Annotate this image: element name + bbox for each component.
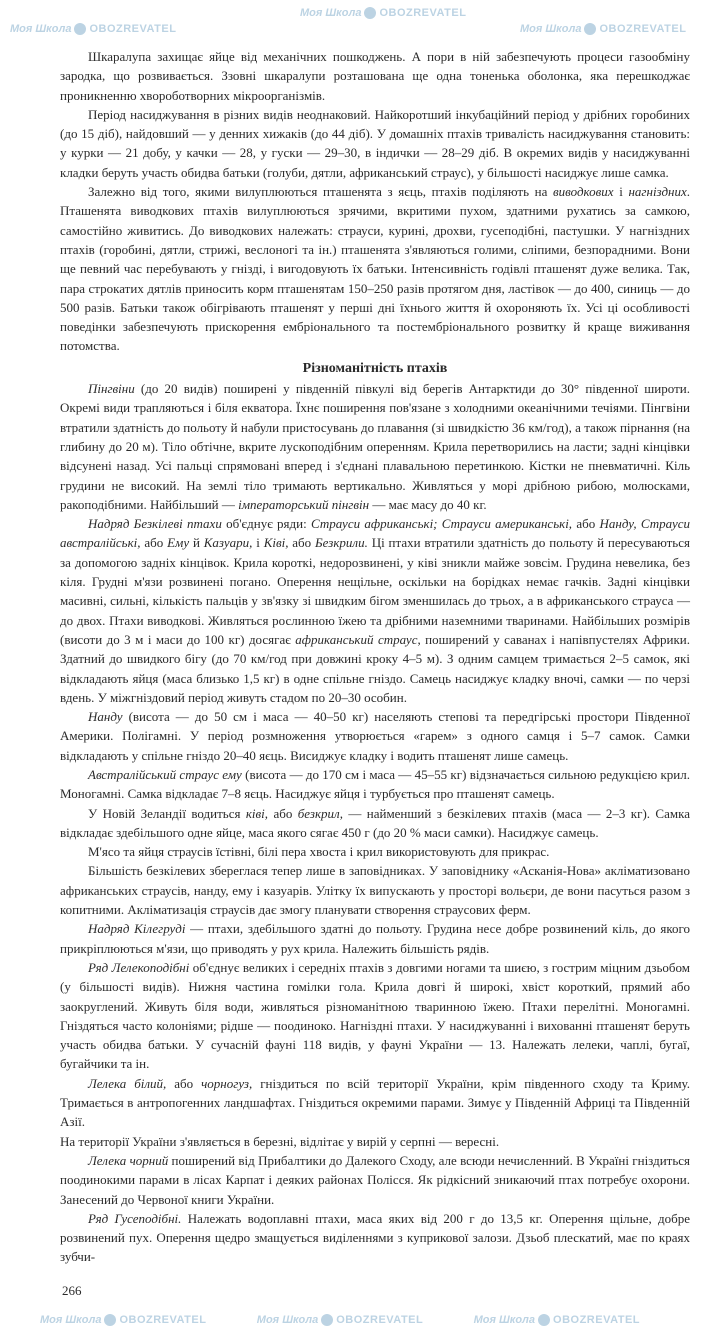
page-body (60, 0, 690, 1267)
text-run: або (572, 516, 600, 532)
paragraph (60, 1074, 690, 1132)
italic-term: Лелека білий, (88, 1075, 167, 1091)
italic-term: Нанду (88, 709, 123, 725)
text-run: й (189, 535, 204, 551)
paragraph (60, 861, 690, 919)
italic-term: безкрил, (297, 805, 343, 821)
text-run: — має масу до 40 кг. (369, 496, 487, 512)
watermark-brand: OBOZREVATEL (89, 23, 177, 35)
paragraph (60, 1151, 690, 1209)
italic-term: африканський страус (295, 631, 418, 647)
italic-term: Нанду, Страуси австралійські, (60, 516, 690, 551)
text-run: — найменший з безкілевих птахів (маса — 2–3 кг). Самка відкладає здебільшого одне яйце, маса якого сягає 450 г (до 20 % маси самки). Насиджує самець. (60, 805, 690, 840)
italic-term: Казуари, (203, 535, 253, 551)
italic-term: чорногуз, (201, 1075, 253, 1091)
paragraph (60, 514, 690, 707)
obozrevatel-logo-icon (321, 1314, 333, 1326)
watermark-logo (257, 1313, 423, 1327)
watermark-school: Моя Школа (40, 1313, 102, 1326)
paragraph (60, 765, 690, 804)
italic-term: Безкрили. (315, 535, 368, 551)
text-run: Залежно від того, якими вилуплюються пташенята з яєць, птахів поділяють на (88, 184, 554, 200)
text-run: або (288, 535, 316, 551)
italic-term: Ряд Лелекоподібні (88, 959, 190, 975)
italic-term: Надряд Кілегруді (88, 921, 186, 937)
watermark-school: Моя Школа (300, 7, 362, 19)
paragraph (60, 1209, 690, 1267)
text-run: гніздиться по всій території України, крім південного сходу та Криму. Тримається в антропогенних ландшафтах. Гніздиться окремими парами. Зимує у Південній Африці та Південній Азії. (60, 1075, 691, 1130)
watermark-layer-bottom (40, 1313, 640, 1337)
watermark-brand: OBOZREVATEL (336, 1313, 424, 1326)
page-number: 266 (62, 1282, 82, 1298)
italic-term: імператорський пінгвін (238, 496, 370, 512)
text-run: Різноманітність птахів (302, 360, 448, 376)
obozrevatel-logo-icon (538, 1314, 550, 1326)
italic-term: нагніздних (628, 184, 687, 200)
text-run: . Пташенята виводкових птахів вилуплюються зрячими, вкритими пухом, здатними рухатись за самкою, самостійно живитись. До виводкових належать: страуси, курині, дрохви, гусеподібні, пастушки. У нагніздних птахів (горобині, дятли, стрижі, веслоногі та ін.) пташенята з'являються голими, сліпими, безпорадними. Вони ще певний час перебувають у гнізді, і вигодовують їх батьки. Інтенсивність годівлі пташенят дуже велика. Так, пара строкатих дятлів приносить корм пташенятам 150–250 разів протягом дня, ластівок — до 400, синиць — до 500 разів. Батьки також обігрівають пташенят у перші дні їхнього життя й охороняють їх. Усі ці особливості поведінки забезпечують прискорення ембріонального та постембріонального розвитку й краще виживання потомства. (60, 184, 690, 354)
italic-term: Пінгвіни (88, 381, 135, 397)
watermark-school: Моя Школа (473, 1313, 536, 1326)
text-run: Ці птахи втратили здатність до польоту й пересуваються за допомогою задніх кінцівок. Крила короткі, недорозвинені, у ківі зникли майже зовсім. Грудина невелика, без кіля. Грудні м'язи розвинені погано. Оперення нещільне, оскільки на борідках немає гачків. Задні кінцівки масивні, сильні, кількість пальців у зв'язку зі швидким бігом зменшилась до трьох, а в африканського страуса — до двох. Птахи виводкові. Живляться рослинною їжею та дрібними наземними тваринами. Найбільших розмірів (висоти до 3 м і маси до 100 кг) досягає (60, 535, 690, 647)
text-run: , поширений у саванах і напівпустелях Африки. Здатний до швидкого бігу (до 70 км/год при довжині кроку 4–5 м). З одним самцем тримається 2–5 самок, які відкладають яйця (маса близько 1,5 кг) в одне спільне гніздо. Самець насиджує кладку вночі, самки — по черзі вдень. У міжгніздовий період живуть стадом по 20–30 особин. (60, 631, 690, 705)
text-run: Шкаралупа захищає яйце від механічних пошкоджень. А пори в ній забезпечують процеси газообміну зародка, що розвивається. Ззовні шкаралупи розташована ще одна тоненька оболонка, яка перешкоджає проникненню хвороботворних мікроорганізмів. (60, 49, 690, 103)
watermark-brand: OBOZREVATEL (599, 23, 687, 35)
paragraph (60, 919, 690, 958)
watermark-logo (40, 1313, 206, 1327)
paragraph (60, 182, 690, 356)
text-run: і (613, 184, 629, 200)
text-run: На території України з'являється в березні, відлітає у вирій у серпні — вересні. (60, 1133, 500, 1149)
italic-term: ківі, (245, 805, 269, 821)
text-run: (висота — до 50 см і маса — 40–50 кг) населяють степові та передгірські простори Південної Америки. Полігамні. У період розмноження утворюється «гарем» з одного самця і 5–7 самок. Самки відкладають у спільне гніздо 20–40 яєць. Висиджує кладку і водить пташенят лише самець. (60, 709, 690, 763)
paragraph (60, 47, 690, 105)
italic-term: Надряд Безкілеві птахи (88, 516, 222, 532)
text-run: Належать водоплавні птахи, маса яких від 200 г до 13,5 кг. Оперення щільне, добре розвинений пух. Оперення щедро змащується виділеннями з куприкової залози. Дзьоб плескатий, має по краях зубчи- (60, 1210, 691, 1265)
watermark-school: Моя Школа (256, 1313, 319, 1326)
text-run: або (268, 805, 298, 821)
text-run: об'єднує ряди: (221, 516, 311, 532)
watermark-brand: OBOZREVATEL (553, 1313, 640, 1326)
watermark-school: Моя Школа (10, 23, 72, 35)
text-run: — птахи, здебільшого здатні до польоту. Грудина несе добре розвинений кіль, до якого прикріплюються м'язи, що приводять у рух крила. Належить більшість рядів. (60, 921, 690, 956)
paragraph (60, 105, 690, 182)
watermark-school: Моя Школа (520, 23, 582, 35)
text-run: або (140, 535, 168, 551)
italic-term: Ряд Гусеподібні. (88, 1210, 182, 1226)
text-run: М'ясо та яйця страусів їстівні, білі пера хвоста і крил використовують для прикрас. (88, 844, 550, 860)
text-run: об'єднує великих і середніх птахів з довгими ногами та шиєю, з гострим міцним дзьобом (у більшості видів). Нижня частина гомілки гола. Крила довгі й широкі, хвіст короткий, прямий або заокруглений. Живуть біля води, живляться різноманітною тваринною їжею. Птахи перелітні. Моногамні. Гніздяться часто колоніями; рідше — поодиноко. Нагніздні птахи. У насиджуванні і вихованні пташенят беруть участь обидва батьки. У сучасній фауні 118 видів, у фауні України — 13. Належать лелеки, чаплі, бугаї, бугайчики та ін. (60, 959, 690, 1072)
italic-term: Лелека чорний (88, 1152, 169, 1168)
text-run: або (166, 1075, 202, 1091)
paragraph (60, 379, 690, 514)
section-heading (60, 359, 690, 378)
italic-term: Страуси африканські; Страуси американські, (310, 516, 573, 532)
watermark-brand: OBOZREVATEL (379, 7, 467, 19)
paragraph (60, 958, 690, 1074)
text-run: Більшість безкілевих збереглася тепер лише в заповідниках. У заповіднику «Асканія-Нова» акліматизовано африканських страусів, нанду, ему і казуарів. Улітку їх випускають у просторі вольєри, де вони пасуться разом з копитними. Акліматизація страусів дає змогу планувати створення страусових ферм. (60, 863, 690, 918)
obozrevatel-logo-icon (104, 1314, 116, 1326)
italic-term: виводкових (553, 184, 614, 200)
italic-term: Австралійський страус ему (88, 766, 242, 782)
paragraph (60, 804, 690, 843)
text-run: Період насиджування в різних видів неоднаковий. Найкоротший інкубаційний період у дрібних горобиних (до 15 діб), найдовший — у денних хижаків (до 44 діб). У домашніх птахів тривалість насиджування становить: у курки — 21 добу, у качки — 28, у гуски — 29–30, в індички — 28–29 діб. В окремих видів у насиджуванні кладки беруть участь обидва батьки (голуби, дятли, африканський страус), у більшості насиджує лише самка. (60, 106, 690, 180)
watermark-logo (474, 1313, 640, 1327)
paragraph (60, 842, 690, 861)
text-run: (висота — до 170 см і маса — 45–55 кг) відзначається сильною редукцією крил. Моногамні. Самка відкладає 7–8 яєць. Насиджує яйця і турбується про пташенят самець. (60, 766, 690, 802)
paragraph (60, 707, 690, 765)
italic-term: Ківі, (263, 535, 289, 551)
text-run: У Новій Зеландії водиться (88, 805, 246, 821)
watermark-brand: OBOZREVATEL (119, 1313, 207, 1326)
text-run: і (252, 535, 264, 551)
paragraph (60, 1132, 690, 1151)
italic-term: Ему (167, 535, 190, 551)
text-run: поширений від Прибалтики до Далекого Сходу, але всюди нечисленний. В Україні гніздиться поодинокими парами в лісах Карпат і деяких районах Полісся. Як рідкісний зникаючий птах потребує охорони. Занесений до Червоної книги України. (60, 1152, 691, 1207)
text-run: (до 20 видів) поширені у південній півкулі від берегів Антарктиди до 30° південної широти. Окремі види трапляються і біля екватора. Їхнє поширення пов'язане з холодними океанічними течіями. Пінгвіни втратили здатність до польоту й набули пристосувань до плавання (зі швидкістю 36 км/год), а також пірнання (на глибину до 20 м). Тіло обтічне, вкрите лускоподібним оперенням. Крила перетворились на ласти; задні кінцівки відсунені назад. Усі пальці спрямовані вперед і з'єднані плавальною перетинкою. Кістки не пневматичні. Кіль грудини не високий. На землі тіло тримають вертикально. Живляться у морі дрібною рибою, молюсками, ракоподібними. Найбільший — (60, 381, 690, 512)
